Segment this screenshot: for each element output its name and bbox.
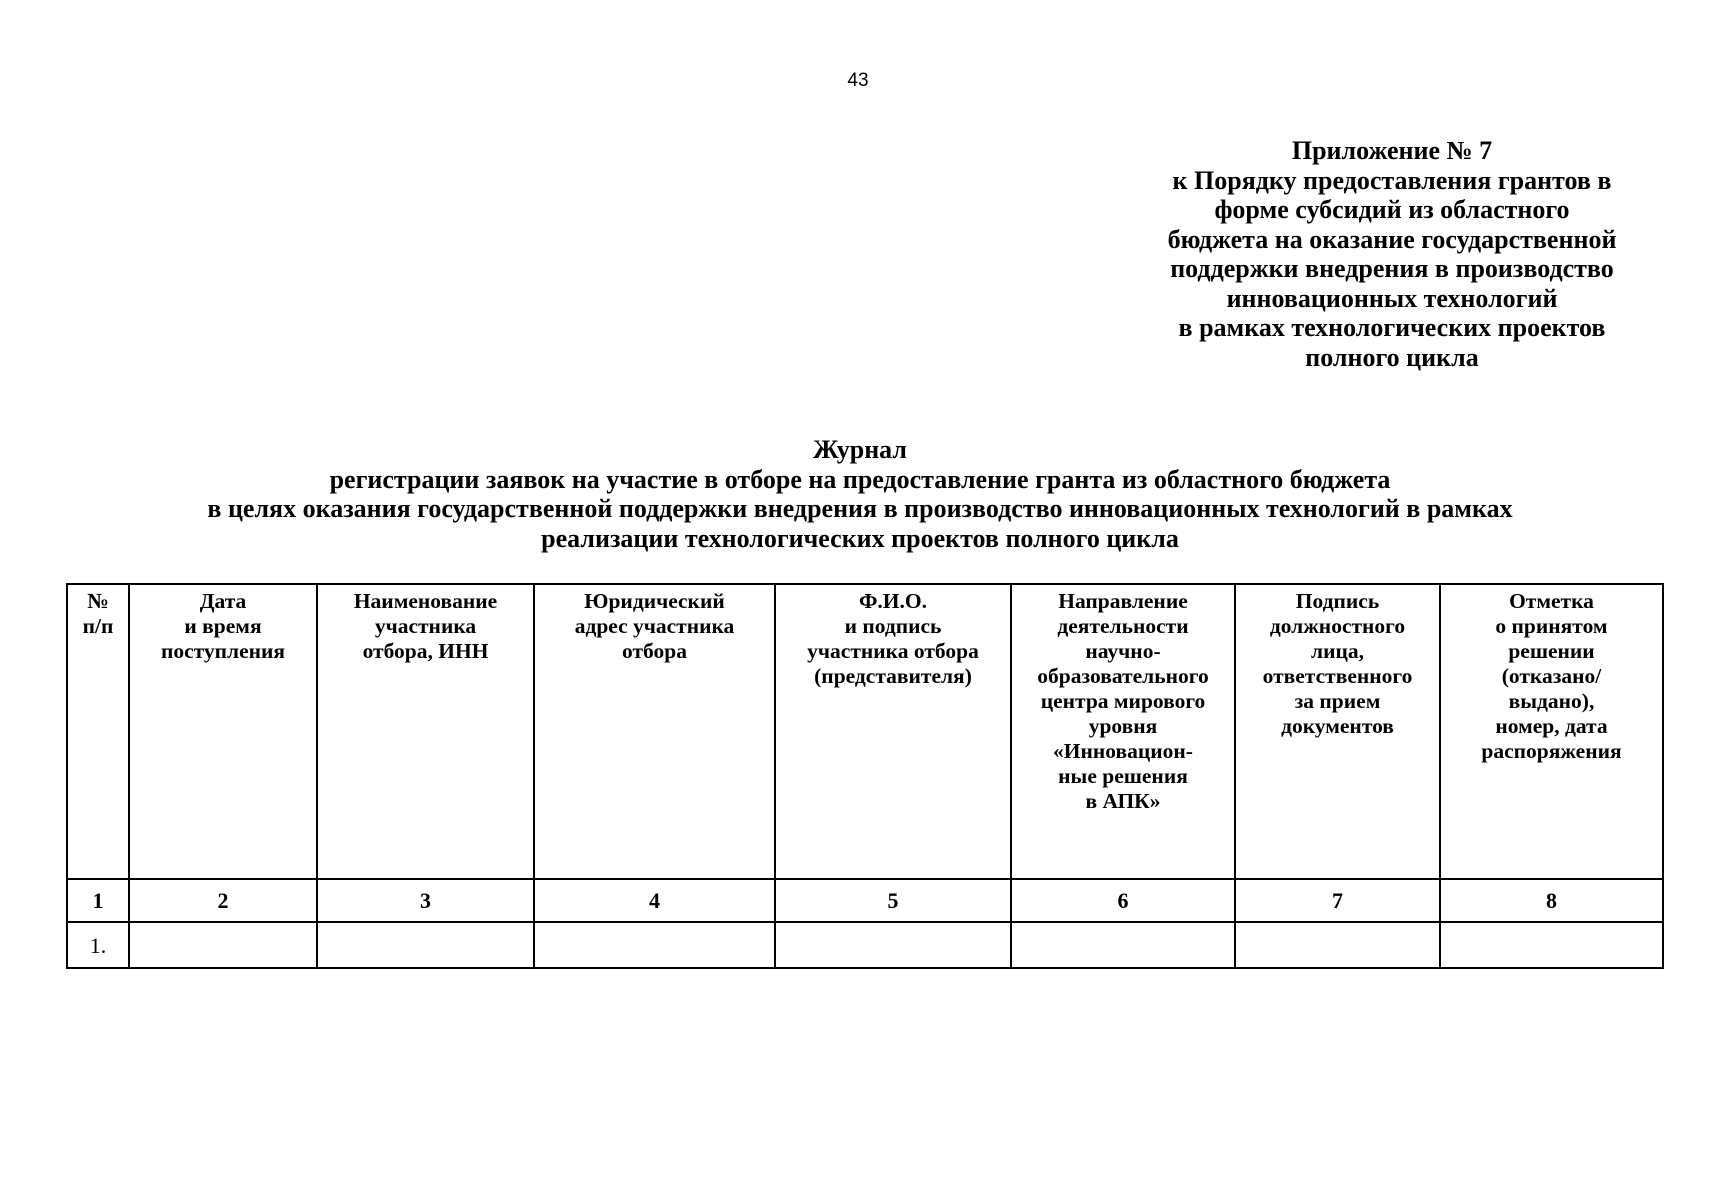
header-cell-full-name-signature: Ф.И.О. и подпись участника отбора (представителя) [775,584,1011,879]
column-number-cell: 4 [534,879,775,922]
journal-title [60,435,1660,553]
appendix-line: к Порядку предоставления грантов в [1172,165,1612,195]
header-cell-date-time: Дата и время поступления [129,584,317,879]
table-cell [1440,922,1663,968]
header-cell-participant-name: Наименование участника отбора, ИНН [317,584,534,879]
page-number: 43 [847,70,869,91]
header-cell-number: № п/п [67,584,129,879]
table-cell [775,922,1011,968]
journal-title-line: регистрации заявок на участие в отборе на предоставление гранта из областного бюджета [329,464,1391,494]
journal-title-line: Журнал [813,435,907,464]
column-number-cell: 8 [1440,879,1663,922]
table-cell [129,922,317,968]
appendix-line: форме субсидий из областного [1214,195,1570,224]
table-cell: 1. [67,922,129,968]
journal-title-line: в целях оказания государственной поддержки внедрения в производство инновационных технологий в рамках [207,494,1513,523]
column-number-cell: 6 [1011,879,1235,922]
column-number-cell: 5 [775,879,1011,922]
appendix-line: в рамках технологических проектов [1178,313,1606,342]
column-number-cell: 3 [317,879,534,922]
column-number-cell: 2 [129,879,317,922]
registration-table [66,583,1664,969]
header-cell-official-signature: Подпись должностного лица, ответственного за прием документов [1235,584,1440,879]
appendix-line: бюджета на оказание государственной [1167,224,1617,254]
table-cell [317,922,534,968]
table-header-row [67,584,1663,879]
table-cell [1011,922,1235,968]
appendix-line: инновационных технологий [1226,283,1558,313]
column-number-row [67,879,1663,922]
journal-title-line: реализации технологических проектов полного цикла [541,523,1179,553]
header-cell-legal-address: Юридический адрес участника отбора [534,584,775,879]
appendix-line: Приложение № 7 [1291,136,1493,165]
column-number-cell: 1 [67,879,129,922]
table-cell [1235,922,1440,968]
appendix-line: полного цикла [1305,342,1479,372]
header-cell-direction: Направление деятельности научно- образовательного центра мирового уровня «Инновацион- ные решения в АПК» [1011,584,1235,879]
appendix-line: поддержки внедрения в производство [1170,254,1614,283]
appendix-reference [1118,136,1666,372]
table-row [67,922,1663,968]
header-cell-decision-mark: Отметка о принятом решении (отказано/ выдано), номер, дата распоряжения [1440,584,1663,879]
table-cell [534,922,775,968]
column-number-cell: 7 [1235,879,1440,922]
